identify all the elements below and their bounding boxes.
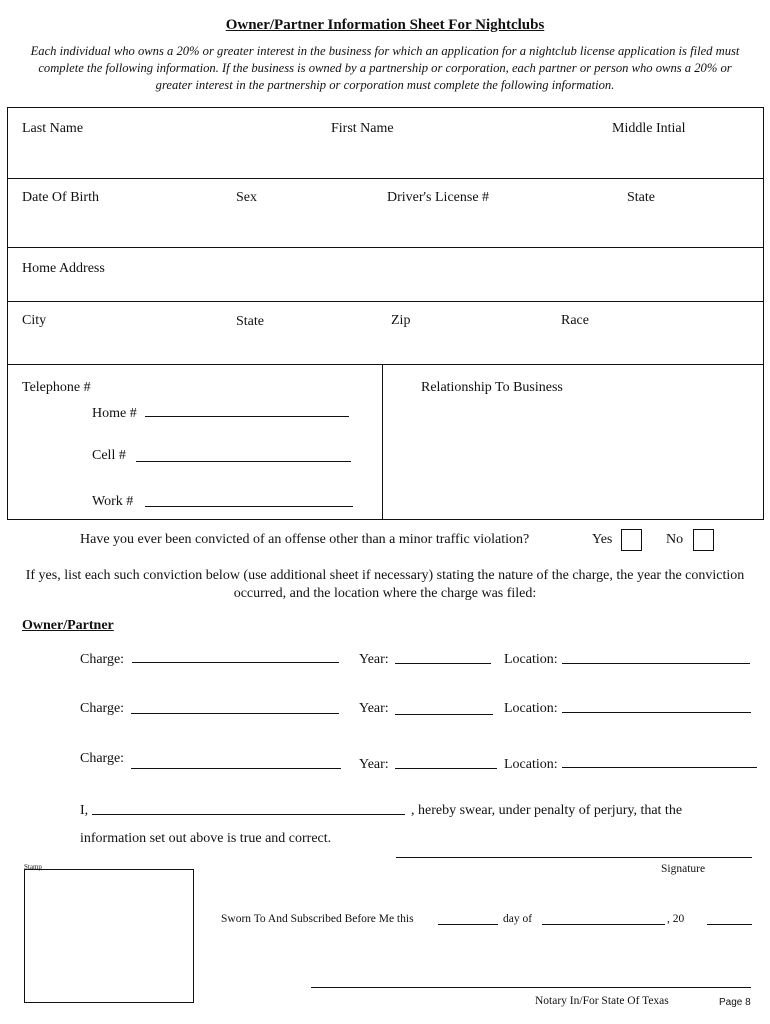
row-divider xyxy=(7,247,764,248)
last-name-label: Last Name xyxy=(22,121,84,136)
table-border-left xyxy=(7,107,8,520)
stamp-box xyxy=(24,869,194,1003)
city-label: City xyxy=(22,313,47,328)
row-divider xyxy=(7,301,764,302)
page-number: Page 8 xyxy=(719,997,751,1008)
sworn-year-field[interactable] xyxy=(707,924,752,925)
telephone-label: Telephone # xyxy=(22,380,91,395)
column-divider xyxy=(382,364,383,520)
oath-suffix: , hereby swear, under penalty of perjury, that the xyxy=(411,803,683,818)
owner-partner-heading: Owner/Partner xyxy=(22,618,114,633)
oath-line-2: information set out above is true and correct. xyxy=(80,831,332,846)
year-prefix-label: , 20 xyxy=(667,913,685,925)
first-name-label: First Name xyxy=(331,121,394,136)
city-race-input-area[interactable] xyxy=(9,330,761,362)
sworn-text: Sworn To And Subscribed Before Me this xyxy=(221,913,414,925)
no-label: No xyxy=(666,532,684,547)
form-title: Owner/Partner Information Sheet For Nightclubs xyxy=(225,17,545,33)
location-field[interactable] xyxy=(562,663,750,664)
row-divider xyxy=(7,364,764,365)
charge-field[interactable] xyxy=(131,713,339,714)
home-phone-label: Home # xyxy=(92,406,137,421)
zip-label: Zip xyxy=(391,313,411,328)
notary-signature-field[interactable] xyxy=(311,987,751,988)
drivers-license-label: Driver's License # xyxy=(387,190,490,205)
name-input-area[interactable] xyxy=(9,137,761,177)
table-border-bottom xyxy=(7,519,764,520)
home-address-label: Home Address xyxy=(22,261,105,276)
work-phone-field[interactable] xyxy=(145,506,353,507)
location-field[interactable] xyxy=(562,767,757,768)
year-field[interactable] xyxy=(395,714,493,715)
table-border-top xyxy=(7,107,764,108)
home-address-input-area[interactable] xyxy=(9,278,761,300)
year-field[interactable] xyxy=(395,663,491,664)
location-label: Location: xyxy=(504,757,558,772)
sworn-day-field[interactable] xyxy=(438,924,498,925)
dl-state-label: State xyxy=(627,190,655,205)
year-label: Year: xyxy=(359,757,389,772)
year-label: Year: xyxy=(359,652,389,667)
location-field[interactable] xyxy=(562,712,751,713)
yes-label: Yes xyxy=(592,532,613,547)
sex-label: Sex xyxy=(236,190,257,205)
location-label: Location: xyxy=(504,652,558,667)
table-border-right xyxy=(763,107,764,520)
race-label: Race xyxy=(561,313,589,328)
charge-label: Charge: xyxy=(80,652,125,667)
cell-phone-label: Cell # xyxy=(92,448,126,463)
middle-initial-label: Middle Intial xyxy=(612,121,686,136)
conviction-question: Have you ever been convicted of an offense other than a minor traffic violation? xyxy=(80,532,530,547)
location-label: Location: xyxy=(504,701,558,716)
state-label: State xyxy=(236,314,264,329)
date-of-birth-label: Date Of Birth xyxy=(22,190,99,205)
relationship-input-area[interactable] xyxy=(386,398,760,516)
sworn-month-field[interactable] xyxy=(542,924,665,925)
charge-field[interactable] xyxy=(131,768,341,769)
oath-prefix: I, xyxy=(80,803,89,818)
conviction-instructions: If yes, list each such conviction below (use additional sheet if necessary) stating the nature of the charge, the year the conviction occurred, and the location where the charge was filed: xyxy=(25,568,745,601)
notary-label: Notary In/For State Of Texas xyxy=(535,995,669,1007)
relationship-label: Relationship To Business xyxy=(421,380,563,395)
row-divider xyxy=(7,178,764,179)
no-checkbox[interactable] xyxy=(693,529,714,551)
form-intro: Each individual who owns a 20% or greater interest in the business for which an application for a nightclub license application is filed must complete the following information. If the business is owned by a partnership or corporation, each partner or person who owns a 20% or greater interest in the partnership or corporation must complete the following information. xyxy=(30,44,740,92)
year-label: Year: xyxy=(359,701,389,716)
charge-label: Charge: xyxy=(80,701,125,716)
yes-checkbox[interactable] xyxy=(621,529,642,551)
charge-label: Charge: xyxy=(80,751,125,766)
cell-phone-field[interactable] xyxy=(136,461,351,462)
charge-field[interactable] xyxy=(132,662,339,663)
day-of-label: day of xyxy=(503,913,533,925)
dob-license-input-area[interactable] xyxy=(9,207,761,245)
signature-label: Signature xyxy=(661,863,706,875)
oath-name-field[interactable] xyxy=(92,814,405,815)
signature-field[interactable] xyxy=(396,857,752,858)
home-phone-field[interactable] xyxy=(145,416,349,417)
year-field[interactable] xyxy=(395,768,497,769)
stamp-label: Stamp xyxy=(24,863,42,871)
work-phone-label: Work # xyxy=(92,494,134,509)
